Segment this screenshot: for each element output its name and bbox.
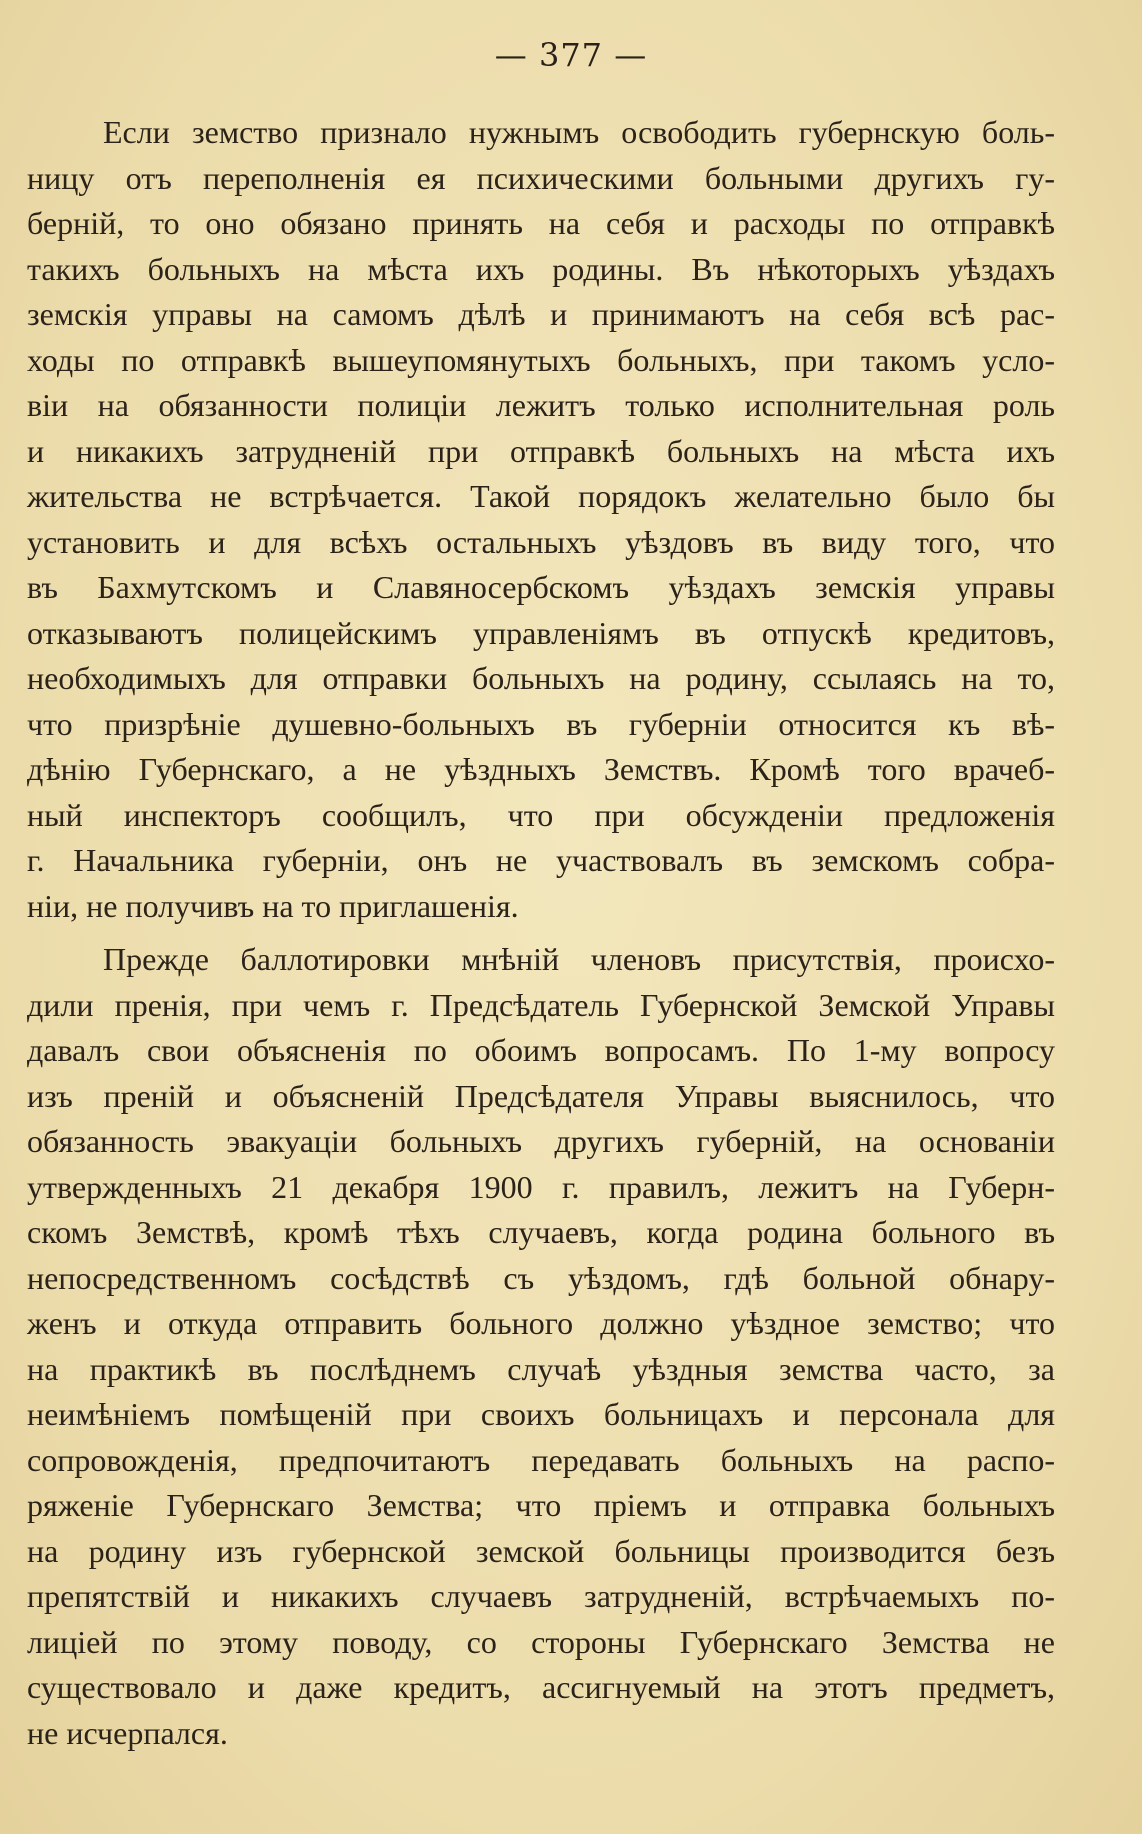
text-line: лиціей по этому поводу, со стороны Губернскаго Земства не (27, 1623, 1055, 1660)
text-line: ный инспекторъ сообщилъ, что при обсужденіи предложенія (27, 796, 1055, 833)
text-line: отказываютъ полицейскимъ управленіямъ въ отпускѣ кредитовъ, (27, 614, 1055, 651)
text-line: давалъ свои объясненія по обоимъ вопросамъ. По 1-му вопросу (27, 1032, 1055, 1068)
text-line: дили пренія, при чемъ г. Предсѣдатель Губернской Земской Управы (27, 986, 1055, 1023)
text-line: Если земство признало нужнымъ освободить губернскую боль- (103, 114, 1055, 150)
text-line: на родину изъ губернской земской больницы производится безъ (27, 1532, 1055, 1569)
text-line: изъ преній и объясненій Предсѣдателя Управы выяснилось, что (27, 1077, 1055, 1114)
text-line: что призрѣніе душевно-больныхъ въ губерніи относится къ вѣ- (27, 705, 1055, 742)
text-line: ряженіе Губернскаго Земства; что пріемъ и отправка больныхъ (27, 1487, 1055, 1523)
text-line: земскія управы на самомъ дѣлѣ и принимаютъ на себя всѣ рас- (27, 296, 1055, 332)
text-line: необходимыхъ для отправки больныхъ на родину, ссылаясь на то, (27, 660, 1055, 696)
text-line: неимѣніемъ помѣщеній при своихъ больницахъ и персонала для (27, 1396, 1055, 1432)
paragraph-2 (27, 937, 1055, 1756)
text-line: непосредственномъ сосѣдствѣ съ уѣздомъ, гдѣ больной обнару- (27, 1259, 1055, 1296)
text-line: установить и для всѣхъ остальныхъ уѣздовъ въ виду того, что (27, 523, 1055, 560)
text-line: жительства не встрѣчается. Такой порядокъ желательно было бы (27, 478, 1055, 514)
text-line: скомъ Земствѣ, кромѣ тѣхъ случаевъ, когда родина больного въ (27, 1214, 1055, 1250)
text-line: препятствій и никакихъ случаевъ затрудненій, встрѣчаемыхъ по- (27, 1578, 1055, 1614)
text-line: ходы по отправкѣ вышеупомянутыхъ больныхъ, при такомъ усло- (27, 341, 1055, 378)
page-number: — 377 — (494, 36, 648, 74)
text-line: віи на обязанности полиціи лежитъ только исполнительная роль (27, 387, 1055, 423)
text-line: не исчерпался. (27, 1714, 228, 1751)
paragraph-1 (27, 110, 1055, 929)
text-line: въ Бахмутскомъ и Славяносербскомъ уѣздахъ земскія управы (27, 569, 1055, 605)
text-line: утвержденныхъ 21 декабря 1900 г. правилъ, лежитъ на Губерн- (27, 1168, 1055, 1205)
text-line: на практикѣ въ послѣднемъ случаѣ уѣздныя земства часто, за (27, 1350, 1055, 1387)
text-line: существовало и даже кредитъ, ассигнуемый на этотъ предметъ, (27, 1669, 1055, 1705)
text-line: женъ и откуда отправить больного должно уѣздное земство; что (27, 1305, 1055, 1341)
text-line: дѣнію Губернскаго, а не уѣздныхъ Земствъ. Кромѣ того врачеб- (27, 751, 1055, 787)
text-line: ніи, не получивъ на то приглашенія. (27, 887, 519, 924)
text-line: сопровожденія, предпочитаютъ передавать больныхъ на распо- (27, 1441, 1055, 1478)
text-line: ницу отъ переполненія ея психическими больными другихъ гу- (27, 159, 1055, 196)
text-line: г. Начальника губерніи, онъ не участвовалъ въ земскомъ собра- (27, 842, 1055, 878)
text-line: и никакихъ затрудненій при отправкѣ больныхъ на мѣста ихъ (27, 432, 1055, 469)
text-line: такихъ больныхъ на мѣста ихъ родины. Въ нѣкоторыхъ уѣздахъ (27, 250, 1055, 287)
text-line: Прежде баллотировки мнѣній членовъ присутствія, происхо- (103, 941, 1055, 977)
text-line: обязанность эвакуаціи больныхъ другихъ губерній, на основаніи (27, 1123, 1055, 1159)
text-line: берній, то оно обязано принять на себя и расходы по отправкѣ (27, 205, 1055, 241)
